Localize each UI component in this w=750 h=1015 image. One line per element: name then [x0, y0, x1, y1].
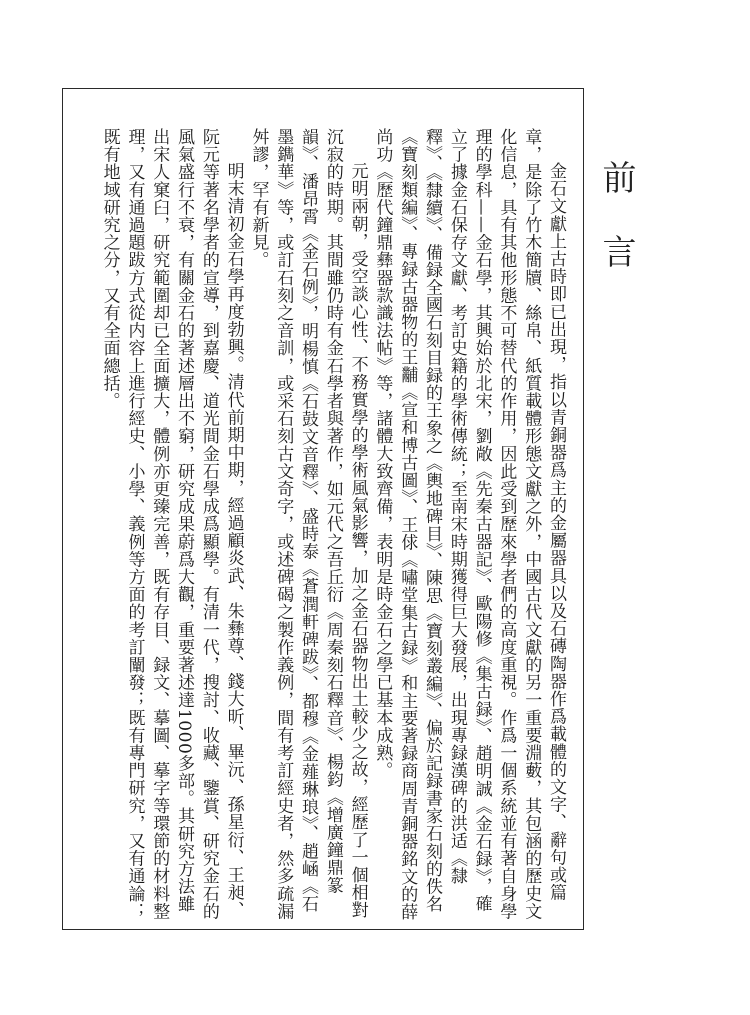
paragraph: 元明兩朝，受空談心性、不務實學的學術風氣影響，加之金石器物出土較少之故，經歷了一個相對沉寂的時期。其間雖仍時有金石學者與著作，如元代之吾丘衍《周秦刻石釋音》、楊鈞《增廣鐘鼎篆韻》、潘昂霄《金石例》，明楊慎《石鼓文音釋》、盛時泰《蒼潤軒碑跋》、都穆《金薤琳琅》、趙崡《石墨鐫華》等，或訂石刻之音訓，或采石刻古文奇字，或述碑碣之製作義例，間有考訂經史者，然多疏漏舛謬，罕有新見。 — [248, 128, 368, 920]
paragraph: 明末清初金石學再度勃興。清代前期中期，經過顧炎武、朱彝尊、錢大昕、畢沅、孫星衍、王昶、阮元等著名學者的宣導，到嘉慶、道光間金石學成爲顯學。有清一代，搜討、收藏、鑒賞、研究金石的風氣盛行不衰，有關金石的著述層出不窮，研究成果蔚爲大觀，重要著述達1000多部。其研究方法雖出宋人窠臼，研究範圍却已全面擴大，體例亦更臻完善，既有存目、録文、摹圖、摹字等環節的材料整理，又有通過題跋方式從内容上進行經史、小學、義例等方面的考訂闡發；既有專門研究，又有通論；既有地域研究之分，又有全面總括。 — [99, 128, 244, 920]
body-text — [86, 128, 568, 928]
paragraph: 金石文獻上古時即已出現，指以青銅器爲主的金屬器具以及石磚陶器作爲載體的文字、辭句或篇章，是除了竹木簡牘、絲帛、紙質載體形態文獻之外，中國古代文獻的另一重要淵藪，其包涵的歷史文化信息，具有其他形態不可替代的作用，因此受到歷來學者們的高度重視。作爲一個系統並有著自身學理的學科——金石學，其興始於北宋，劉敞《先秦古器記》、歐陽修《集古録》、趙明誠《金石録》，確立了據金石保存文獻、考訂史籍的學術傳統；至南宋時期獲得巨大發展，出現專録漢碑的洪适《隸釋》、《隸續》、備録全國石刻目録的王象之《輿地碑目》、陳思《寶刻叢編》、偏於記録書家石刻的佚名《寶刻類編》、專録古器物的王黼《宣和博古圖》、王俅《嘯堂集古録》和主要著録商周青銅器銘文的薛尚功《歷代鐘鼎彝器款識法帖》等，諸體大致齊備，表明是時金石之學已基本成熟。 — [372, 128, 566, 921]
page-title: 前言 — [596, 160, 636, 308]
